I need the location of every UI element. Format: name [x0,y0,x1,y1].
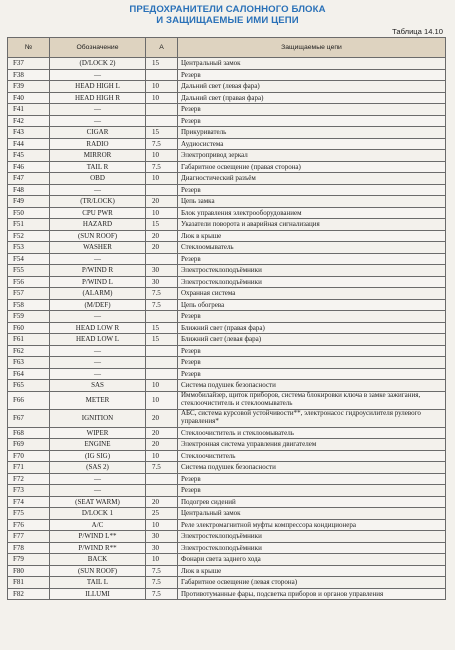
fuse-amperage: 10 [146,81,178,93]
protected-circuit: Диагностический разъём [178,173,446,185]
table-row [8,577,446,589]
fuse-designation: — [50,253,146,265]
fuse-designation: HEAD LOW L [50,334,146,346]
fuse-number: F42 [8,115,50,127]
table-row [8,368,446,380]
fuse-amperage: 30 [146,542,178,554]
protected-circuit: Электростеклоподъёмники [178,531,446,543]
fuse-number: F54 [8,253,50,265]
protected-circuit: Ближний свет (левая фара) [178,334,446,346]
fuse-number: F81 [8,577,50,589]
fuse-amperage: 30 [146,276,178,288]
fuse-amperage: 15 [146,127,178,139]
fuse-designation: — [50,368,146,380]
fuse-number: F71 [8,462,50,474]
fuse-number: F80 [8,565,50,577]
protected-circuit: Резерв [178,473,446,485]
fuse-amperage: 7.5 [146,565,178,577]
fuse-designation: HEAD LOW R [50,322,146,334]
protected-circuit: Электростеклоподъёмники [178,542,446,554]
table-row [8,496,446,508]
protected-circuit: Резерв [178,104,446,116]
col-header-amperage: А [146,38,178,58]
table-row [8,473,446,485]
fuse-designation: (ALARM) [50,288,146,300]
fuse-number: F68 [8,427,50,439]
protected-circuit: Центральный замок [178,58,446,70]
fuse-designation: (SAS 2) [50,462,146,474]
table-row [8,58,446,70]
fuse-designation: BACK [50,554,146,566]
fuse-designation: HEAD HIGH L [50,81,146,93]
table-row [8,519,446,531]
table-row [8,150,446,162]
fuse-amperage: 20 [146,242,178,254]
protected-circuit: Прикуриватель [178,127,446,139]
fuse-amperage: 20 [146,427,178,439]
fuse-designation: IGNITION [50,409,146,427]
fuse-number: F44 [8,138,50,150]
protected-circuit: Цепь замка [178,196,446,208]
protected-circuit: Резерв [178,115,446,127]
fuse-designation: P/WIND R** [50,542,146,554]
fuse-number: F40 [8,92,50,104]
fuse-designation: (M/DEF) [50,299,146,311]
fuse-number: F61 [8,334,50,346]
table-row [8,242,446,254]
fuse-designation: TAIL L [50,577,146,589]
fuse-number: F75 [8,508,50,520]
fuse-amperage: 7.5 [146,588,178,600]
fuse-amperage [146,311,178,323]
protected-circuit: Стеклоочиститель и стеклоомыватель [178,427,446,439]
table-row [8,288,446,300]
fuse-designation: P/WIND L** [50,531,146,543]
fuse-designation: (TR/LOCK) [50,196,146,208]
protected-circuit: Дальний свет (левая фара) [178,81,446,93]
fuse-number: F65 [8,380,50,392]
fuse-designation: MIRROR [50,150,146,162]
fuse-number: F76 [8,519,50,531]
fuse-designation: (IG SIG) [50,450,146,462]
fuse-designation: HEAD HIGH R [50,92,146,104]
protected-circuit: Стеклоомыватель [178,242,446,254]
fuse-amperage: 15 [146,58,178,70]
fuse-designation: CIGAR [50,127,146,139]
protected-circuit: Стеклоочиститель [178,450,446,462]
fuse-number: F45 [8,150,50,162]
fuse-designation: ILLUMI [50,588,146,600]
fuse-number: F74 [8,496,50,508]
col-header-number: № [8,38,50,58]
protected-circuit: Резерв [178,485,446,497]
table-row [8,542,446,554]
fuse-amperage [146,115,178,127]
protected-circuit: Резерв [178,345,446,357]
protected-circuit: Аудиосистема [178,138,446,150]
protected-circuit: Габаритное освещение (правая сторона) [178,161,446,173]
fuse-number: F82 [8,588,50,600]
protected-circuit: Система подушек безопасности [178,462,446,474]
fuse-number: F63 [8,357,50,369]
fuse-designation: D/LOCK 1 [50,508,146,520]
fuse-number: F53 [8,242,50,254]
fuse-designation: SAS [50,380,146,392]
table-row [8,253,446,265]
fuse-number: F69 [8,439,50,451]
fuse-number: F37 [8,58,50,70]
protected-circuit: Электронная система управления двигателем [178,439,446,451]
fuse-amperage: 10 [146,391,178,409]
fuse-amperage: 15 [146,219,178,231]
protected-circuit: Блок управления электрооборудованием [178,207,446,219]
fuse-amperage: 20 [146,230,178,242]
table-row [8,391,446,409]
table-row [8,554,446,566]
fuse-designation: — [50,357,146,369]
fuse-designation: — [50,345,146,357]
fuse-number: F50 [8,207,50,219]
fuse-amperage: 20 [146,439,178,451]
protected-circuit: Фонари света заднего хода [178,554,446,566]
table-row [8,409,446,427]
fuse-number: F46 [8,161,50,173]
table-row [8,184,446,196]
fuse-amperage: 15 [146,334,178,346]
protected-circuit: Люк в крыше [178,230,446,242]
fuse-number: F66 [8,391,50,409]
protected-circuit: Подогрев сидений [178,496,446,508]
fuse-designation: A/C [50,519,146,531]
fuse-amperage: 10 [146,450,178,462]
protected-circuit: Резерв [178,368,446,380]
fuse-number: F77 [8,531,50,543]
fuse-number: F51 [8,219,50,231]
protected-circuit: Электростеклоподъёмники [178,276,446,288]
fuse-amperage: 10 [146,173,178,185]
fuse-designation: ENGINE [50,439,146,451]
fuse-number: F49 [8,196,50,208]
table-row [8,299,446,311]
fuse-amperage: 20 [146,196,178,208]
fuse-number: F38 [8,69,50,81]
protected-circuit: Реле электромагнитной муфты компрессора кондиционера [178,519,446,531]
fuse-amperage [146,253,178,265]
fuse-designation: P/WIND R [50,265,146,277]
fuse-designation: WASHER [50,242,146,254]
fuse-amperage: 10 [146,92,178,104]
table-row [8,276,446,288]
fuse-amperage [146,368,178,380]
fuse-designation: HAZARD [50,219,146,231]
fuse-number: F48 [8,184,50,196]
fuse-designation: (D/LOCK 2) [50,58,146,70]
fuse-amperage: 30 [146,531,178,543]
fuse-amperage: 7.5 [146,577,178,589]
table-row [8,462,446,474]
table-row [8,173,446,185]
table-row [8,427,446,439]
fuse-amperage: 20 [146,496,178,508]
fuse-amperage: 10 [146,519,178,531]
fuse-amperage: 7.5 [146,138,178,150]
protected-circuit: Дальний свет (правая фара) [178,92,446,104]
fuse-designation: CPU PWR [50,207,146,219]
table-row [8,207,446,219]
protected-circuit: Резерв [178,253,446,265]
fuse-number: F41 [8,104,50,116]
table-row [8,311,446,323]
protected-circuit: Центральный замок [178,508,446,520]
table-number: Таблица 14.10 [392,27,443,36]
table-row [8,265,446,277]
table-row [8,565,446,577]
protected-circuit: Противотуманные фары, подсветка приборов и органов управления [178,588,446,600]
fuse-designation: — [50,473,146,485]
table-row [8,357,446,369]
fuse-designation: METER [50,391,146,409]
table-row [8,531,446,543]
col-header-protected-circuits: Защищаемые цепи [178,38,446,58]
fuse-number: F47 [8,173,50,185]
fuse-amperage: 20 [146,409,178,427]
fuse-number: F39 [8,81,50,93]
fuse-designation: — [50,184,146,196]
title-line-2: И ЗАЩИЩАЕМЫЕ ИМИ ЦЕПИ [156,15,299,26]
protected-circuit: Указатели поворота и аварийная сигнализация [178,219,446,231]
protected-circuit: Резерв [178,184,446,196]
fuse-designation: — [50,69,146,81]
fuse-amperage [146,345,178,357]
protected-circuit: Электропривод зеркал [178,150,446,162]
table-row [8,196,446,208]
fuse-amperage: 7.5 [146,462,178,474]
fuse-amperage [146,357,178,369]
fuse-amperage: 10 [146,380,178,392]
table-row [8,104,446,116]
fuse-number: F58 [8,299,50,311]
protected-circuit: Охранная система [178,288,446,300]
fuse-number: F79 [8,554,50,566]
fuse-number: F78 [8,542,50,554]
fuse-number: F70 [8,450,50,462]
protected-circuit: Габаритное освещение (левая сторона) [178,577,446,589]
protected-circuit: Иммобилайзер, щиток приборов, система блокировки ключа в замке зажигания, стеклоочиститель и стеклоомыватель [178,391,446,409]
table-row [8,115,446,127]
fuse-designation: (SEAT WARM) [50,496,146,508]
protected-circuit: Резерв [178,69,446,81]
fuse-number: F43 [8,127,50,139]
table-row [8,380,446,392]
fuse-designation: OBD [50,173,146,185]
table-row [8,485,446,497]
protected-circuit: Цепь обогрева [178,299,446,311]
fuse-table [7,37,446,600]
table-row [8,450,446,462]
fuse-number: F67 [8,409,50,427]
fuse-number: F52 [8,230,50,242]
fuse-number: F55 [8,265,50,277]
protected-circuit: Люк в крыше [178,565,446,577]
fuse-designation: P/WIND L [50,276,146,288]
table-row [8,508,446,520]
protected-circuit: Ближний свет (правая фара) [178,322,446,334]
table-row [8,322,446,334]
table-body [8,58,446,600]
protected-circuit: Система подушек безопасности [178,380,446,392]
table-row [8,81,446,93]
fuse-designation: WIPER [50,427,146,439]
fuse-amperage: 10 [146,207,178,219]
table-row [8,138,446,150]
fuse-number: F60 [8,322,50,334]
table-row [8,127,446,139]
table-row [8,439,446,451]
fuse-amperage [146,473,178,485]
fuse-number: F62 [8,345,50,357]
table-row [8,345,446,357]
table-row [8,334,446,346]
fuse-amperage [146,104,178,116]
fuse-amperage: 10 [146,554,178,566]
table-header-row [8,38,446,58]
table-row [8,69,446,81]
fuse-designation: — [50,485,146,497]
fuse-designation: — [50,104,146,116]
protected-circuit: Электростеклоподъёмники [178,265,446,277]
table-row [8,588,446,600]
fuse-amperage: 25 [146,508,178,520]
fuse-designation: TAIL R [50,161,146,173]
fuse-designation: (SUN ROOF) [50,565,146,577]
table-row [8,92,446,104]
fuse-amperage: 30 [146,265,178,277]
protected-circuit: Резерв [178,311,446,323]
fuse-amperage [146,184,178,196]
fuse-amperage: 10 [146,150,178,162]
fuse-designation: — [50,311,146,323]
table-row [8,161,446,173]
fuse-amperage: 7.5 [146,299,178,311]
fuse-designation: — [50,115,146,127]
protected-circuit: АБС, система курсовой устойчивости**, электронасос гидроусилителя рулевого управления* [178,409,446,427]
fuse-designation: RADIO [50,138,146,150]
fuse-amperage [146,485,178,497]
fuse-amperage [146,69,178,81]
fuse-number: F57 [8,288,50,300]
fuse-designation: (SUN ROOF) [50,230,146,242]
col-header-designation: Обозначение [50,38,146,58]
title-line-1: ПРЕДОХРАНИТЕЛИ САЛОННОГО БЛОКА [129,4,326,15]
fuse-number: F72 [8,473,50,485]
table-row [8,219,446,231]
fuse-number: F59 [8,311,50,323]
protected-circuit: Резерв [178,357,446,369]
fuse-amperage: 15 [146,322,178,334]
fuse-number: F73 [8,485,50,497]
fuse-number: F56 [8,276,50,288]
table-row [8,230,446,242]
fuse-amperage: 7.5 [146,288,178,300]
fuse-amperage: 7.5 [146,161,178,173]
fuse-number: F64 [8,368,50,380]
page-title [0,4,455,26]
